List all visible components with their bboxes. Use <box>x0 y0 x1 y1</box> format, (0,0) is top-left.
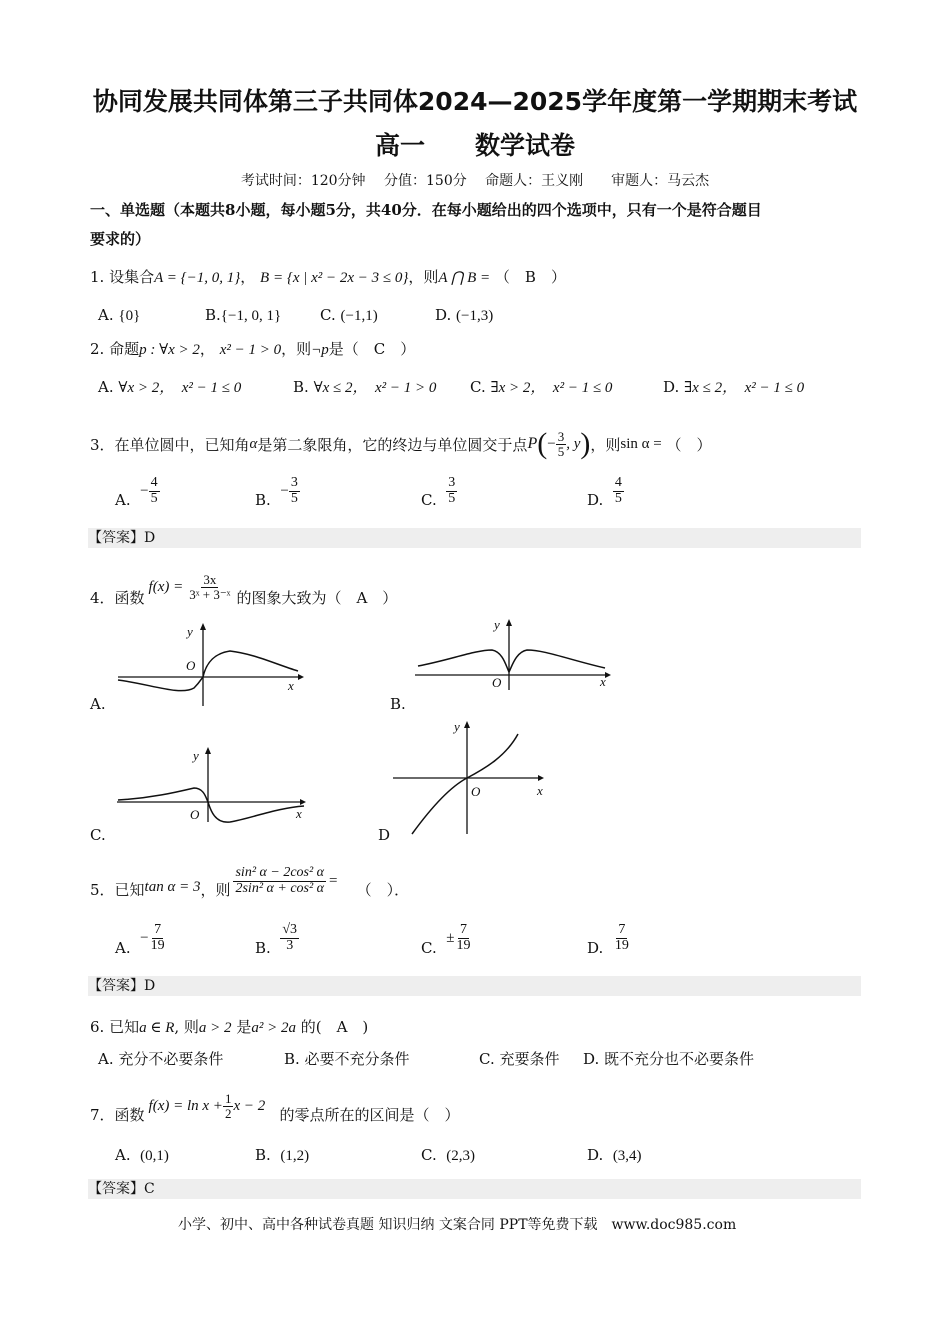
q4-answer-mark: 的图象大致为（ A ） <box>236 588 398 607</box>
svg-text:O: O <box>186 658 196 673</box>
q5-answer: 【答案】D <box>88 976 861 996</box>
q1-answer-mark: （ B ） <box>494 268 566 286</box>
q6-answer-mark: 的( A ) <box>300 1018 369 1036</box>
q6-option-a: A. 充分不必要条件 <box>98 1050 224 1068</box>
q7-option-c: C. (2,3) <box>421 1146 476 1164</box>
exam-subtitle: 高一 数学试卷 <box>374 131 575 160</box>
q3-alpha: α <box>249 435 258 452</box>
q4-option-d: D <box>378 826 391 844</box>
q5-option-a: A. − $\frac{7}{19}$ <box>115 921 165 957</box>
q2-answer-mark: 是（ C ） <box>328 340 416 358</box>
q5-option-d: D. 7 19 <box>587 921 629 957</box>
svg-text:x: x <box>600 674 606 689</box>
svg-text:x: x <box>537 783 543 798</box>
q2-option-a: A. ∀x > 2， x² − 1 ≤ 0 <box>98 378 242 396</box>
svg-text:O: O <box>492 675 502 690</box>
q2-option-c: C. ∃x > 2， x² − 1 ≤ 0 <box>470 378 613 396</box>
q7-answer: 【答案】C <box>88 1179 861 1199</box>
svg-text:x: x <box>288 678 294 693</box>
q2-cond: x² − 1 > 0 <box>219 342 282 358</box>
question-3: 3．在单位圆中，已知角 α 是第二象限角，它的终边与单位圆交于点 P ( − $\frac{3}{5}$ , y ) ，则 sin α = （ ） <box>90 427 712 460</box>
q2-neg: ¬p <box>311 342 329 358</box>
q7-option-a: A. (0,1) <box>115 1146 169 1164</box>
section-heading-cont: 要求的） <box>90 230 151 248</box>
q2-prop: p : ∀x > 2 <box>139 342 200 358</box>
svg-text:y: y <box>454 719 460 734</box>
q3-option-d: D. 4 5 <box>587 474 622 509</box>
q1-prefix: 1. 设集合 <box>90 268 155 286</box>
q1-mid: ，则 <box>408 268 439 286</box>
question-6: 6. 已知a ∈ R, 则a > 2 是a² > 2a 的( A ) <box>90 1018 369 1036</box>
q5-option-b: B. √3 3 <box>255 921 298 957</box>
q6-option-b: B. 必要不充分条件 <box>284 1050 410 1068</box>
q5-option-c: C. ± $\frac{7}{19}$ <box>421 921 471 957</box>
question-7: 7．函数 f(x) = ln x + $\frac{1}{2}$ x − 2 的零点所在的区间是（ ） <box>90 1090 460 1124</box>
q4-graph-c <box>112 742 312 824</box>
svg-text:O: O <box>190 807 200 822</box>
q3-option-c: C. 3 5 <box>421 474 456 509</box>
svg-text:y: y <box>193 748 199 763</box>
q1-option-c: C. (−1,1) <box>320 306 378 324</box>
q6-option-c: C. 充要条件 <box>479 1050 560 1068</box>
q4-option-c: C. <box>90 826 106 844</box>
question-2: 2. 命题p : ∀x > 2， x² − 1 > 0，则¬p是（ C ） <box>90 340 416 358</box>
q1-option-b: B.{−1, 0, 1} <box>205 306 282 324</box>
footer-text: 小学、初中、高中各种试卷真题 知识归纳 文案合同 PPT等免费下载 www.doc985.com <box>178 1217 737 1233</box>
q3-point-label: P <box>527 435 538 452</box>
q3-option-a: A. − $\frac{4}{5}$ <box>115 474 158 509</box>
svg-text:y: y <box>187 624 193 639</box>
svg-text:x: x <box>296 806 302 821</box>
question-5: 5．已知 tan α = 3 ，则 $\frac{\text{sin² α − 2cos² α}}{\text{2sin² α + cos² α}}$ = （ ）． <box>90 864 410 899</box>
question-4: 4．函数 f(x) = $\frac{3x}{\text{3ˣ + 3⁻ˣ}}$ 的图象大致为（ A ） <box>90 571 398 607</box>
q4-graph-d <box>388 716 558 836</box>
q3-option-b: B. − $\frac{3}{5}$ <box>255 474 298 509</box>
q3-answer: 【答案】D <box>88 528 861 548</box>
q4-option-b: B. <box>390 695 406 713</box>
svg-text:O: O <box>471 784 481 799</box>
exam-meta: 考试时间：120分钟 分值：150分 命题人：王义刚 审题人：马云杰 <box>240 173 710 189</box>
q1-expr: A ⋂ B = <box>438 270 491 286</box>
q7-option-d: D. (3,4) <box>587 1146 642 1164</box>
q4-graph-b <box>410 614 620 694</box>
q3-expr: sin α = <box>620 435 662 452</box>
q4-graph-a <box>110 618 310 708</box>
exam-title: 协同发展共同体第三子共同体2024—2025学年度第一学期期末考试 <box>92 87 858 116</box>
q2-option-b: B. ∀x ≤ 2， x² − 1 > 0 <box>293 378 437 396</box>
section-heading: 一、单选题（本题共8小题，每小题5分，共40分．在每小题给出的四个选项中，只有一个是符合题目 <box>90 201 762 219</box>
q1-sep: ， <box>240 268 256 286</box>
q4-option-a: A. <box>90 695 106 713</box>
svg-text:y: y <box>494 617 500 632</box>
question-1 <box>90 266 566 287</box>
q6-option-d: D. 既不充分也不必要条件 <box>583 1050 755 1068</box>
q1-set-a: A = {−1, 0, 1} <box>154 270 241 286</box>
q1-option-d: D. (−1,3) <box>435 306 494 324</box>
q1-set-b: B = {x | x² − 2x − 3 ≤ 0} <box>260 270 409 286</box>
q2-option-d: D. ∃x ≤ 2， x² − 1 ≤ 0 <box>663 378 805 396</box>
q7-option-b: B. (1,2) <box>255 1146 310 1164</box>
q1-option-a: A. {0} <box>98 306 141 324</box>
